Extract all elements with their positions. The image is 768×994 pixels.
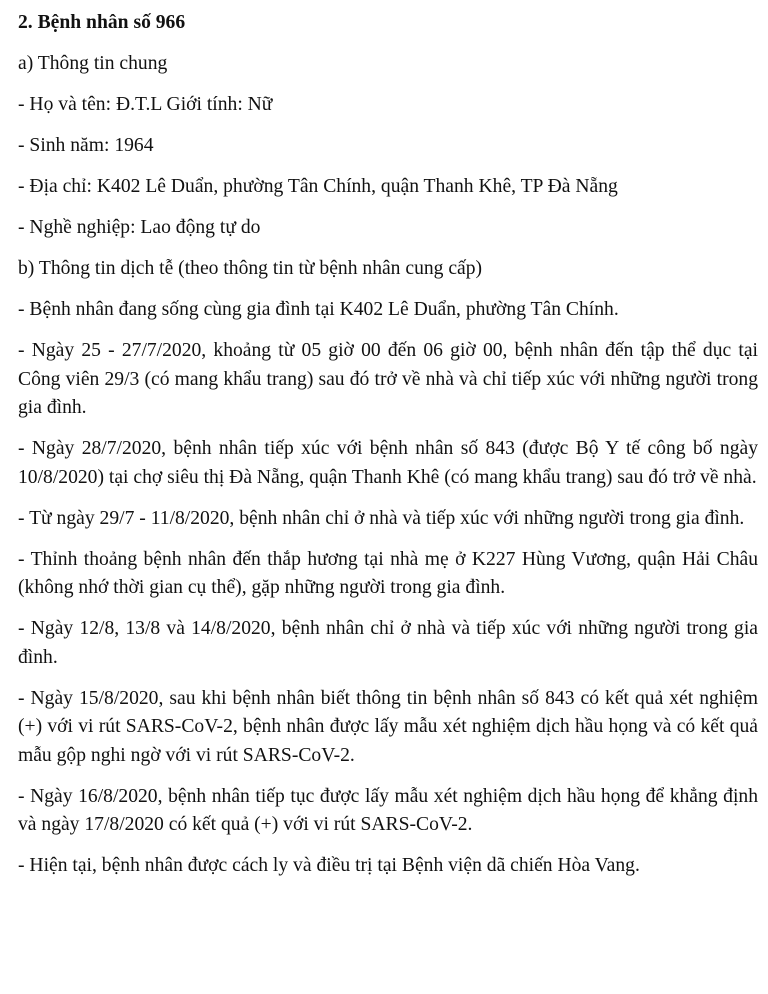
- section-heading: 2. Bệnh nhân số 966: [18, 12, 186, 33]
- patient-occupation: - Nghề nghiệp: Lao động tự do: [18, 217, 261, 238]
- patient-address: - Địa chỉ: K402 Lê Duẩn, phường Tân Chính, quận Thanh Khê, TP Đà Nẵng: [18, 176, 618, 197]
- epi-item-exercise: - Ngày 25 - 27/7/2020, khoảng từ 05 giờ 00 đến 06 giờ 00, bệnh nhân đến tập thể dục tại Công viên 29/3 (có mang khẩu trang) sau đó trở về nhà và chỉ tiếp xúc với những người trong gia đình.: [18, 340, 758, 418]
- epi-item-confirm-test: - Ngày 16/8/2020, bệnh nhân tiếp tục được lấy mẫu xét nghiệm dịch hầu họng để khẳng định và ngày 17/8/2020 có kết quả (+) với vi rút SARS-CoV-2.: [18, 785, 758, 835]
- epi-item-residence: - Bệnh nhân đang sống cùng gia đình tại K402 Lê Duẩn, phường Tân Chính.: [18, 299, 619, 320]
- epi-item-contact-843: - Ngày 28/7/2020, bệnh nhân tiếp xúc với bệnh nhân số 843 (được Bộ Y tế công bố ngày 10/8/2020) tại chợ siêu thị Đà Nẵng, quận Thanh Khê (có mang khẩu trang) sau đó trở về nhà.: [18, 438, 758, 488]
- epi-item-stay-home-1: - Từ ngày 29/7 - 11/8/2020, bệnh nhân chỉ ở nhà và tiếp xúc với những người trong gia đình.: [18, 507, 745, 529]
- patient-name-gender: - Họ và tên: Đ.T.L Giới tính: Nữ: [18, 94, 273, 115]
- document-page: [18, 9, 758, 893]
- epi-item-first-test: - Ngày 15/8/2020, sau khi bệnh nhân biết thông tin bệnh nhân số 843 có kết quả xét nghiệm (+) với vi rút SARS-CoV-2, bệnh nhân được lấy mẫu xét nghiệm dịch hầu họng và có kết quả mẫu gộp nghi ngờ với vi rút SARS-CoV-2.: [18, 687, 758, 766]
- epi-item-stay-home-2: - Ngày 12/8, 13/8 và 14/8/2020, bệnh nhân chỉ ở nhà và tiếp xúc với những người trong gia đình.: [18, 618, 758, 668]
- epi-item-current-status: - Hiện tại, bệnh nhân được cách ly và điều trị tại Bệnh viện dã chiến Hòa Vang.: [18, 855, 640, 876]
- patient-birth-year: - Sinh năm: 1964: [18, 135, 154, 156]
- subsection-general-info: a) Thông tin chung: [18, 53, 168, 74]
- epi-item-visit-mother: - Thỉnh thoảng bệnh nhân đến thắp hương tại nhà mẹ ở K227 Hùng Vương, quận Hải Châu (không nhớ thời gian cụ thể), gặp những người trong gia đình.: [18, 548, 758, 598]
- subsection-epidemiology: b) Thông tin dịch tễ (theo thông tin từ bệnh nhân cung cấp): [18, 258, 483, 279]
